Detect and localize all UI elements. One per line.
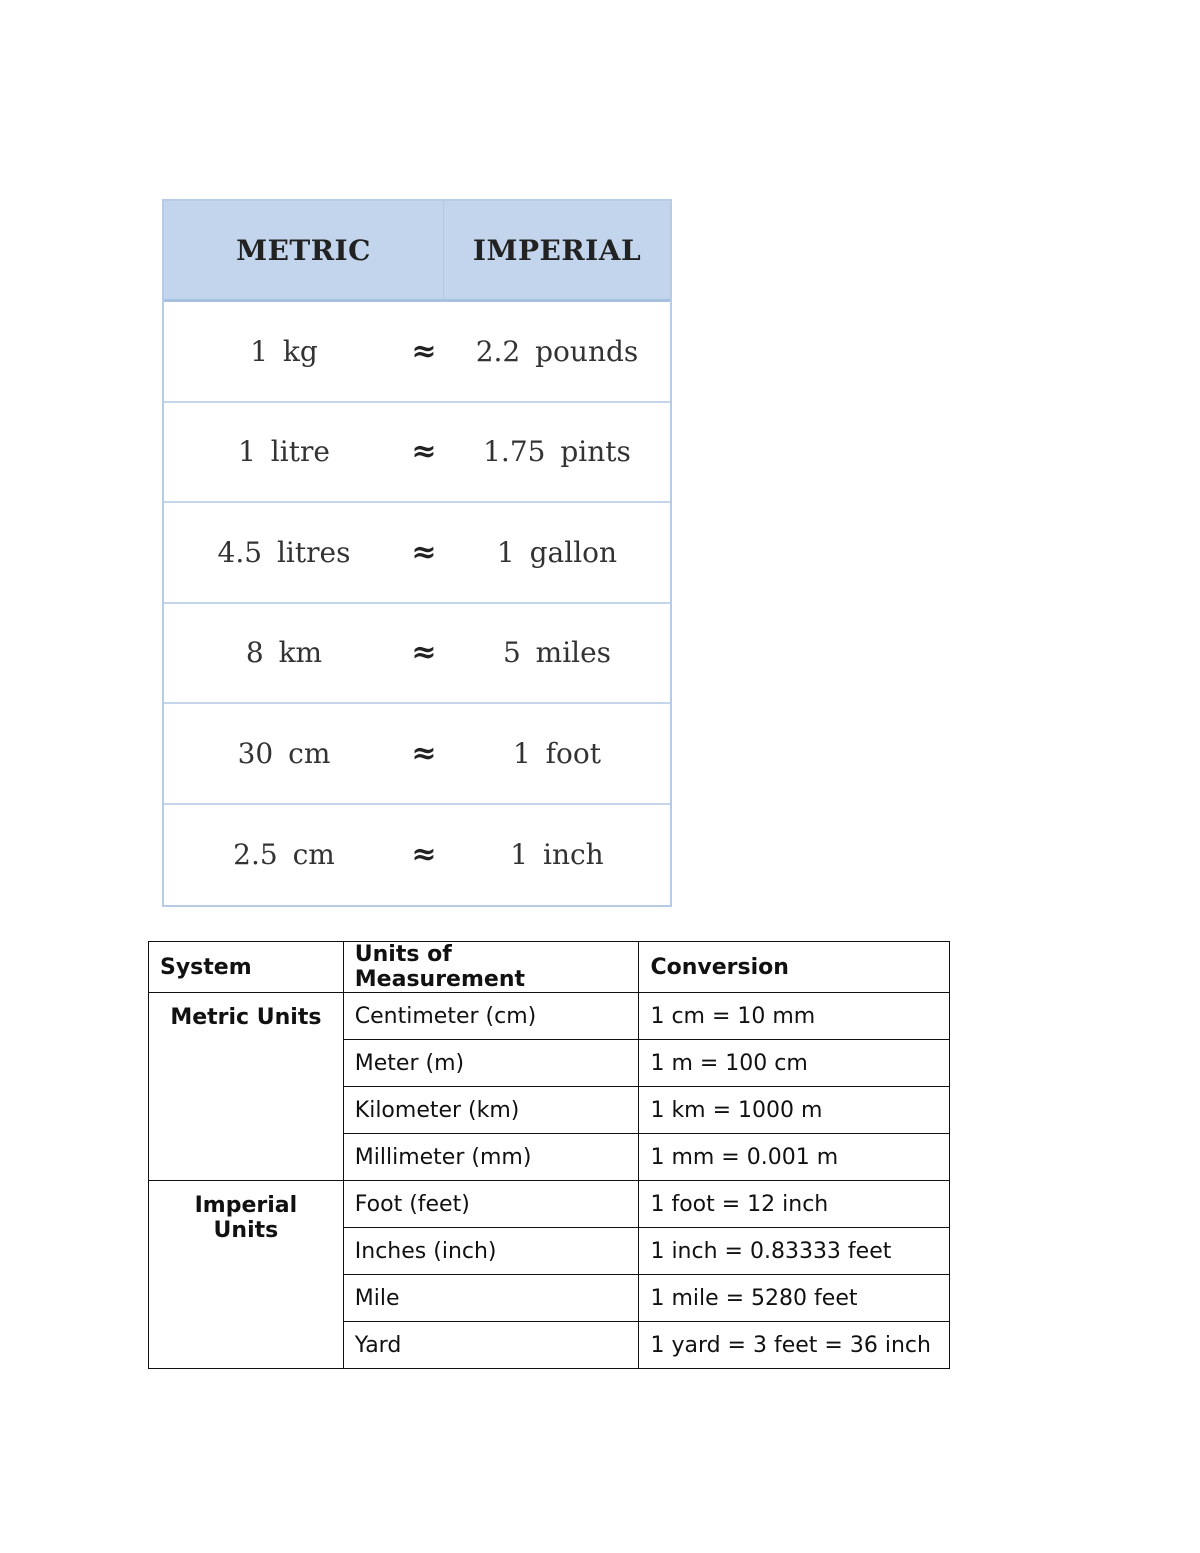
conversion-row <box>164 604 670 705</box>
imperial-value: 1 foot <box>512 736 602 770</box>
unit-cell: Foot (feet) <box>343 1181 639 1228</box>
conversion-cell: 1 mile = 5280 feet <box>639 1275 950 1322</box>
approx-symbol: ≈ <box>411 635 437 671</box>
metric-value: 1 kg <box>250 334 318 368</box>
metric-header: METRIC <box>164 201 444 299</box>
approx-symbol: ≈ <box>411 837 437 873</box>
metric-value: 8 km <box>245 636 323 670</box>
approx-symbol: ≈ <box>411 333 437 369</box>
units-header: Units of Measurement <box>343 942 639 993</box>
conversion-row <box>164 302 670 403</box>
approx-symbol: ≈ <box>411 735 437 771</box>
conversion-cell: 1 foot = 12 inch <box>639 1181 950 1228</box>
metric-value: 1 litre <box>238 435 330 469</box>
conversion-row <box>164 503 670 604</box>
unit-cell: Centimeter (cm) <box>343 993 639 1040</box>
imperial-value: 1.75 pints <box>483 435 631 469</box>
imperial-value: 1 gallon <box>496 535 618 569</box>
approx-symbol: ≈ <box>411 434 437 470</box>
conversion-cell: 1 inch = 0.83333 feet <box>639 1228 950 1275</box>
system-metric-units: Metric Units <box>149 993 344 1181</box>
approx-symbol: ≈ <box>411 534 437 570</box>
metric-value: 30 cm <box>237 736 331 770</box>
unit-cell: Mile <box>343 1275 639 1322</box>
metric-imperial-header <box>164 201 670 302</box>
unit-cell: Millimeter (mm) <box>343 1134 639 1181</box>
unit-cell: Meter (m) <box>343 1040 639 1087</box>
conversion-cell: 1 km = 1000 m <box>639 1087 950 1134</box>
conversion-row <box>164 704 670 805</box>
table-row <box>149 993 950 1040</box>
units-table-header-row <box>149 942 950 993</box>
conversion-row <box>164 805 670 906</box>
table-row <box>149 1181 950 1228</box>
metric-imperial-table <box>162 199 672 907</box>
system-imperial-units: Imperial Units <box>149 1181 344 1369</box>
unit-cell: Yard <box>343 1322 639 1369</box>
units-of-measurement-table <box>148 941 950 1369</box>
imperial-header: IMPERIAL <box>472 233 642 267</box>
imperial-value: 2.2 pounds <box>475 334 639 368</box>
conversion-cell: 1 m = 100 cm <box>639 1040 950 1087</box>
unit-cell: Kilometer (km) <box>343 1087 639 1134</box>
conversion-cell: 1 cm = 10 mm <box>639 993 950 1040</box>
metric-value: 2.5 cm <box>233 838 335 872</box>
unit-cell: Inches (inch) <box>343 1228 639 1275</box>
imperial-value: 5 miles <box>502 636 612 670</box>
conversion-cell: 1 mm = 0.001 m <box>639 1134 950 1181</box>
conversion-cell: 1 yard = 3 feet = 36 inch <box>639 1322 950 1369</box>
metric-value: 4.5 litres <box>217 535 351 569</box>
imperial-value: 1 inch <box>510 838 604 872</box>
system-header: System <box>149 942 344 993</box>
conversion-row <box>164 403 670 504</box>
conversion-header: Conversion <box>639 942 950 993</box>
